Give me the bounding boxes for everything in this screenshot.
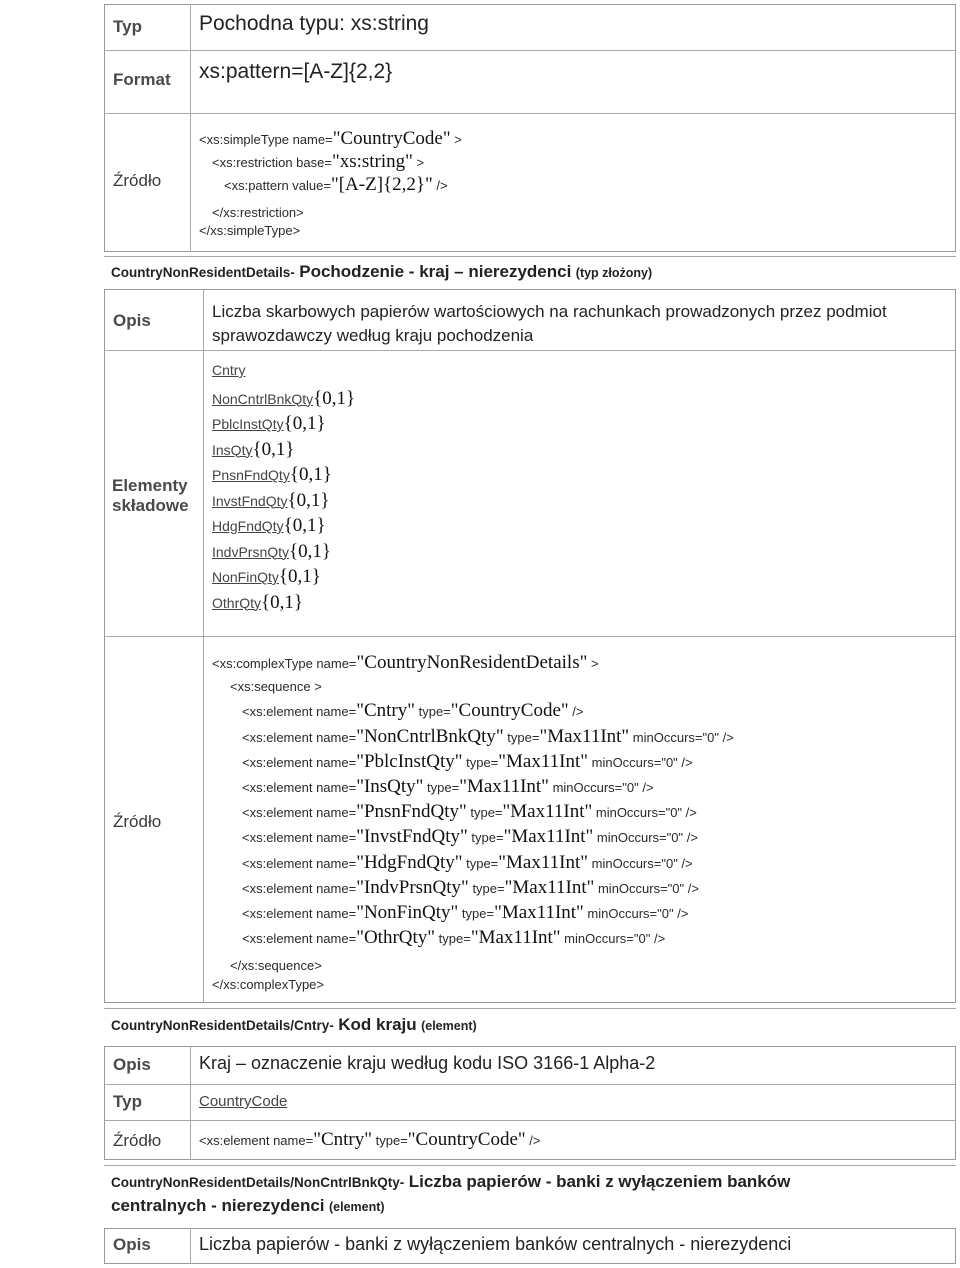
cardinality: {0,1}: [261, 591, 304, 613]
opis-text: Liczba papierów - banki z wyłączeniem banków centralnych - nierezydenci: [199, 1234, 792, 1254]
opis-text: Liczba skarbowych papierów wartościowych na rachunkach prowadzonych przez podmiot sprawozdawczy według kraju pochodzenia: [212, 302, 887, 345]
opis-label: Opis: [113, 1055, 151, 1074]
code-line: <xs:simpleType name="CountryCode" >: [199, 128, 462, 149]
element-link[interactable]: PblcInstQty: [212, 416, 284, 432]
code-line: <xs:element name="NonFinQty" type="Max11Int" minOccurs="0" />: [242, 902, 689, 923]
section-heading: CountryNonResidentDetails/NonCntrlBnkQty- Liczba papierów - banki z wyłączeniem banków: [111, 1172, 791, 1191]
section-heading-continued: centralnych - nierezydenci (element): [111, 1196, 385, 1215]
element-item: [212, 464, 332, 486]
typ-label: Typ: [113, 17, 142, 36]
code-line: <xs:element name="InsQty" type="Max11Int" minOccurs="0" />: [242, 776, 654, 797]
element-link[interactable]: IndvPrsnQty: [212, 543, 290, 560]
code-line: <xs:element name="PblcInstQty" type="Max11Int" minOccurs="0" />: [242, 751, 693, 772]
column-divider: [190, 4, 191, 252]
element-item: [212, 541, 331, 563]
code-line: </xs:complexType>: [212, 977, 324, 992]
row-divider: [104, 50, 956, 51]
row-divider: [104, 1120, 956, 1121]
section-divider: [104, 1165, 956, 1166]
code-line: <xs:element name="Cntry" type="CountryCode" />: [199, 1129, 541, 1150]
cardinality: {0,1}: [287, 489, 330, 511]
cardinality: {0,1}: [289, 464, 332, 485]
section-divider: [104, 1008, 956, 1009]
element-link[interactable]: PnsnFndQty: [212, 467, 290, 483]
code-line: </xs:restriction>: [212, 205, 304, 220]
code-line: <xs:element name="HdgFndQty" type="Max11Int" minOccurs="0" />: [242, 852, 693, 873]
cardinality: {0,1}: [252, 438, 295, 460]
zrodlo-label: Źródło: [113, 1131, 162, 1150]
cardinality: {0,1}: [289, 540, 332, 562]
code-line: <xs:element name="Cntry" type="CountryCode" />: [242, 700, 584, 721]
row-divider: [104, 350, 956, 351]
code-line: <xs:element name="PnsnFndQty" type="Max11Int" minOccurs="0" />: [242, 801, 697, 822]
column-divider: [203, 289, 204, 1003]
row-divider: [104, 636, 956, 637]
element-link[interactable]: InsQty: [212, 441, 253, 458]
cardinality: {0,1}: [313, 387, 356, 409]
zrodlo-label: Źródło: [113, 171, 162, 190]
element-link[interactable]: Cntry: [212, 362, 246, 378]
typ-label: Typ: [113, 1092, 142, 1111]
elementy-label: Elementy składowe: [112, 476, 189, 515]
cardinality: {0,1}: [283, 515, 326, 536]
row-divider: [104, 113, 956, 114]
element-link[interactable]: NonFinQty: [212, 569, 279, 585]
typ-value: Pochodna typu: xs:string: [199, 12, 429, 35]
code-line: </xs:simpleType>: [199, 223, 301, 238]
format-value: xs:pattern=[A-Z]{2,2}: [199, 60, 393, 83]
code-line: <xs:element name="OthrQty" type="Max11Int" minOccurs="0" />: [242, 927, 666, 948]
element-item: [212, 439, 294, 461]
code-line: <xs:complexType name="CountryNonResidentDetails" >: [212, 652, 599, 673]
code-line: <xs:element name="IndvPrsnQty" type="Max11Int" minOccurs="0" />: [242, 877, 699, 898]
code-line: <xs:sequence >: [230, 679, 322, 694]
row-divider: [104, 1084, 956, 1085]
zrodlo-label: Źródło: [113, 812, 162, 831]
code-line: <xs:element name="InvstFndQty" type="Max11Int" minOccurs="0" />: [242, 826, 698, 847]
type-link[interactable]: CountryCode: [199, 1093, 288, 1110]
column-divider: [190, 1046, 191, 1160]
element-link[interactable]: NonCntrlBnkQty: [212, 390, 314, 407]
code-line: <xs:restriction base="xs:string" >: [212, 151, 425, 172]
opis-label: Opis: [113, 1235, 151, 1254]
format-label: Format: [113, 70, 171, 89]
section-heading: CountryNonResidentDetails/Cntry- Kod kraju (element): [111, 1015, 477, 1034]
column-divider: [190, 1228, 191, 1264]
opis-label: Opis: [113, 311, 151, 330]
element-item: [212, 566, 321, 588]
section-divider: [104, 256, 956, 257]
opis-text: Kraj – oznaczenie kraju według kodu ISO 3166-1 Alpha-2: [199, 1053, 656, 1073]
element-item: [212, 592, 303, 614]
code-line: <xs:pattern value="[A-Z]{2,2}" />: [224, 174, 448, 195]
element-link[interactable]: InvstFndQty: [212, 492, 288, 509]
section-heading: CountryNonResidentDetails- Pochodzenie - kraj – nierezydenci (typ złożony): [111, 262, 653, 281]
element-link[interactable]: OthrQty: [212, 594, 262, 611]
element-item: [212, 413, 326, 435]
element-item: [212, 490, 329, 512]
cardinality: {0,1}: [278, 566, 321, 587]
element-item: [212, 515, 326, 537]
element-item: [212, 362, 245, 380]
element-link[interactable]: HdgFndQty: [212, 518, 284, 534]
code-line: <xs:element name="NonCntrlBnkQty" type="Max11Int" minOccurs="0" />: [242, 726, 734, 747]
cardinality: {0,1}: [283, 413, 326, 434]
code-line: </xs:sequence>: [230, 958, 322, 973]
element-item: [212, 388, 355, 410]
